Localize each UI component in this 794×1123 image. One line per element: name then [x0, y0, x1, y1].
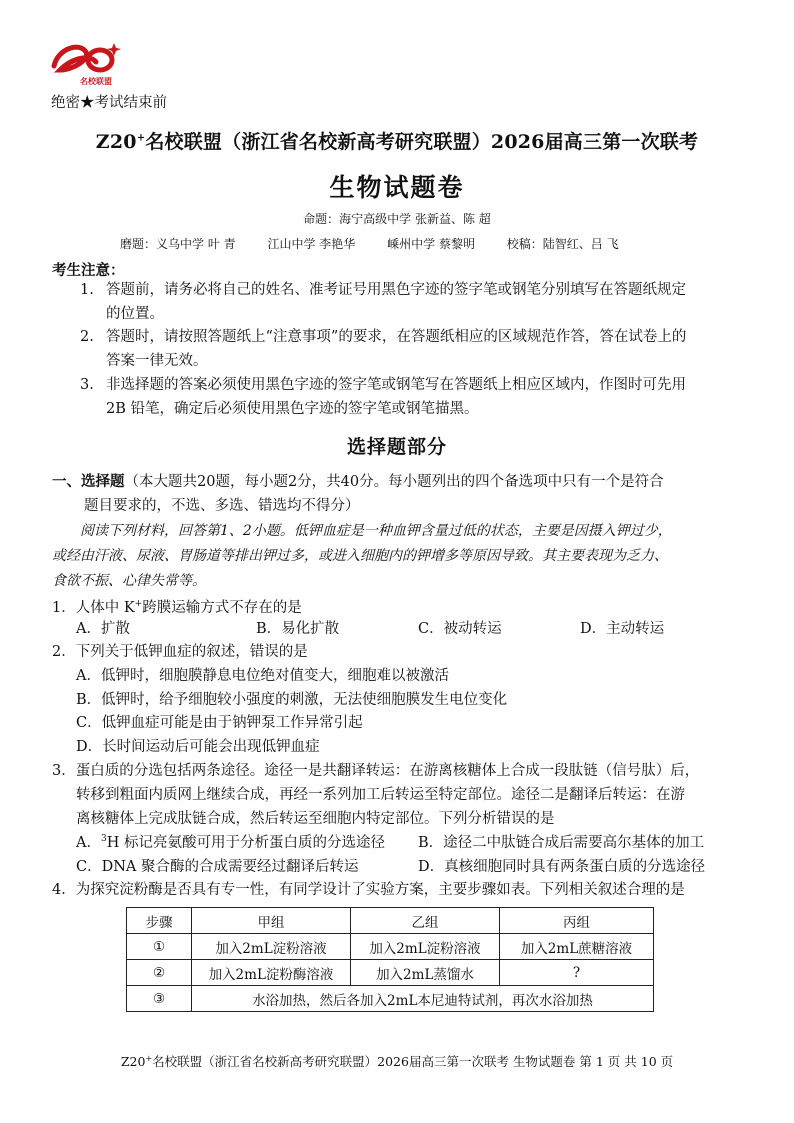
question-2-stem: 2．下列关于低钾血症的叙述，错误的是 — [52, 644, 308, 660]
q3-option-a[interactable] — [76, 831, 385, 852]
notice-num: 1. — [80, 282, 94, 298]
table-row — [127, 934, 654, 960]
question-4-stem: 4．为探究淀粉酶是否具有专一性，有同学设计了实验方案，主要步骤如表。下列相关叙述合理的是 — [52, 882, 685, 898]
exam-header — [0, 127, 794, 154]
notice-item — [80, 278, 745, 326]
reading-material — [52, 519, 746, 594]
reading-line: 食欲不振、心律失常等。 — [52, 573, 206, 589]
table-cell: 加入2mL蒸馏水 — [351, 960, 500, 986]
q2-option-b[interactable]: B．低钾时，给予细胞较小强度的刺激，无法使细胞膜发生电位变化 — [76, 692, 508, 708]
q1-stem-sup: + — [134, 599, 143, 609]
q3-opt-a-post: H 标记亮氨酸可用于分析蛋白质的分选途径 — [106, 835, 385, 851]
logo-brand-text: 名校联盟 — [80, 77, 112, 86]
alliance-logo-icon — [50, 36, 134, 88]
table-cell: ? — [500, 960, 654, 986]
table-header-cell: 步骤 — [127, 908, 192, 934]
table-header-row — [127, 908, 654, 934]
header-title: 名校联盟（浙江省名校新高考研究联盟）2026届高三第一次联考 — [145, 131, 699, 153]
reading-line: 或经由汗液、尿液、胃肠道等排出钾过多，或进入细胞内的钾增多等原因导致。其主要表现为乏力、 — [52, 548, 668, 564]
table-cell: 水浴加热，然后各加入2mL本尼迪特试剂，再次水浴加热 — [192, 986, 654, 1012]
notice-item — [80, 325, 745, 373]
part1-line: （本大题共20题，每小题2分，共40分。每小题列出的四个备选项中只有一个是符合 — [124, 474, 664, 490]
table-row — [127, 986, 654, 1012]
proofreaders: 校稿：陆智红、吕 飞 — [506, 237, 619, 251]
part1-instructions — [52, 470, 746, 518]
q3-line: 3．蛋白质的分选包括两条途径。途径一是共翻译转运：在游离核糖体上合成一段肽链（信号肽）后， — [52, 763, 700, 779]
q2-option-a[interactable]: A．低钾时，细胞膜静息电位绝对值变大，细胞难以被激活 — [76, 668, 449, 684]
question-3-stem — [52, 759, 752, 831]
table-cell: ③ — [127, 986, 192, 1012]
part1-line: 题目要求的，不选、多选、错选均不得分） — [84, 498, 360, 514]
credit-setter: 命题：海宁高级中学 张新益、陈 超 — [303, 212, 491, 226]
q2-option-c[interactable]: C．低钾血症可能是由于钠钾泵工作异常引起 — [76, 715, 363, 731]
credit-reviewers — [120, 235, 647, 252]
table-header-cell: 丙组 — [500, 908, 654, 934]
subject-title: 生物试题卷 — [329, 173, 465, 202]
reading-line: 阅读下列材料，回答第1、2小题。低钾血症是一种血钾含量过低的状态，主要是因摄入钾过少， — [80, 523, 672, 539]
notice-line: 的位置。 — [106, 306, 164, 322]
section-title: 选择题部分 — [346, 436, 447, 458]
table-cell: ② — [127, 960, 192, 986]
table-header-cell: 甲组 — [192, 908, 351, 934]
page-footer — [0, 1052, 794, 1070]
notice-num: 2. — [80, 329, 94, 345]
notice-line: 答案一律无效。 — [106, 353, 208, 369]
experiment-steps-table — [126, 907, 654, 1012]
header-sup: + — [136, 132, 146, 144]
notice-line: 2B 铅笔，确定后必须使用黑色字迹的签字笔或钢笔描黑。 — [106, 401, 479, 417]
q1-option-b[interactable]: B．易化扩散 — [256, 621, 340, 637]
q1-option-d[interactable]: D．主动转运 — [580, 621, 665, 637]
q1-option-a[interactable]: A．扩散 — [76, 621, 130, 637]
q3-option-c[interactable]: C．DNA 聚合酶的合成需要经过翻译后转运 — [76, 859, 359, 875]
table-cell: 加入2mL蔗糖溶液 — [500, 934, 654, 960]
header-prefix: Z20 — [95, 131, 137, 153]
notice-num: 3. — [80, 377, 94, 393]
table-cell: 加入2mL淀粉酶溶液 — [192, 960, 351, 986]
table-row — [127, 960, 654, 986]
notice-line: 答题时，请按照答题纸上“注意事项”的要求，在答题纸相应的区域规范作答，答在试卷上的 — [106, 329, 687, 345]
notice-title: 考生注意： — [52, 262, 125, 279]
q3-option-d[interactable]: D．真核细胞同时具有两条蛋白质的分选途径 — [418, 859, 706, 875]
review-a: 磨题：义乌中学 叶 青 — [120, 237, 236, 251]
q3-option-b[interactable]: B．途径二中肽链合成后需要高尔基体的加工 — [418, 835, 705, 851]
table-cell: 加入2mL淀粉溶液 — [192, 934, 351, 960]
q1-stem-a: 1．人体中 K — [52, 599, 135, 616]
q3-line: 转移到粗面内质网上继续合成，再经一系列加工后转运至特定部位。途径二是翻译后转运：在游 — [76, 787, 685, 803]
table-cell: 加入2mL淀粉溶液 — [351, 934, 500, 960]
secret-mark: 绝密★考试结束前 — [51, 95, 167, 111]
q2-option-d[interactable]: D．长时间运动后可能会出现低钾血症 — [76, 739, 320, 755]
review-c: 嵊州中学 蔡黎明 — [387, 237, 475, 251]
review-b: 江山中学 李艳华 — [267, 237, 356, 251]
alliance-logo — [50, 36, 134, 88]
table-cell: ① — [127, 934, 192, 960]
q1-option-c[interactable]: C．被动转运 — [418, 621, 502, 637]
q1-stem-b: 跨膜运输方式不存在的是 — [142, 599, 302, 616]
q3-line: 离核糖体上完成肽链合成，然后转运至细胞内特定部位。下列分析错误的是 — [76, 811, 555, 827]
footer-sup: + — [145, 1053, 153, 1063]
part1-head: 一、选择题 — [52, 473, 125, 490]
q3-opt-a-pre: A． — [76, 835, 101, 851]
footer-prefix: Z20 — [120, 1054, 146, 1069]
table-header-cell: 乙组 — [351, 908, 500, 934]
notice-line: 非选择题的答案必须使用黑色字迹的签字笔或钢笔写在答题纸上相应区域内，作图时可先用 — [106, 377, 686, 393]
footer-text: 名校联盟（浙江省名校新高考研究联盟）2026届高三第一次联考 生物试题卷 第 1 页 共 10 页 — [152, 1054, 674, 1069]
question-1-stem — [52, 592, 742, 620]
notice-line: 答题前，请务必将自己的姓名、准考证号用黑色字迹的签字笔或钢笔分别填写在答题纸规定 — [106, 282, 686, 298]
notice-item — [80, 373, 745, 421]
q3-opt-a-sup: 3 — [100, 834, 107, 845]
